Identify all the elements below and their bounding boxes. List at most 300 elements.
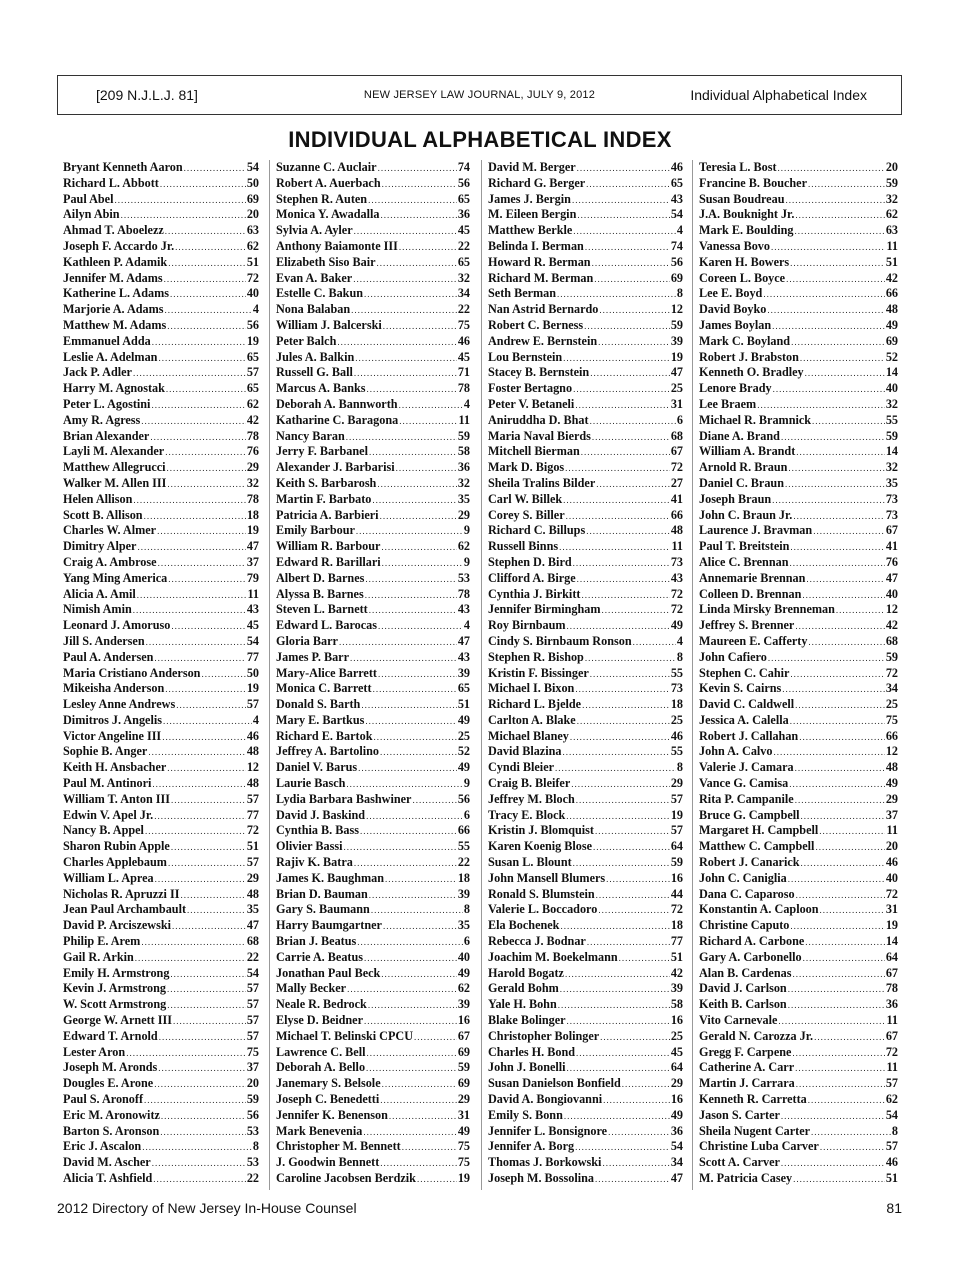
entry-page: 4	[463, 618, 470, 633]
entry-name: Eric M. Aronowitz	[63, 1107, 160, 1122]
index-entry	[276, 508, 470, 524]
entry-page: 11	[247, 586, 259, 601]
entry-name: Lester Aron	[63, 1044, 126, 1059]
entry-name: Christopher Bolinger	[488, 1028, 600, 1043]
entry-name: Charles Applebaum	[63, 855, 167, 870]
entry-name: Olivier Bassi	[276, 839, 343, 854]
dot-leader	[778, 1016, 885, 1026]
index-entry	[276, 918, 470, 934]
dot-leader	[167, 984, 246, 994]
entry-page: 45	[457, 223, 470, 238]
entry-page: 54	[885, 1107, 898, 1122]
index-entry	[488, 1155, 683, 1171]
index-entry	[699, 571, 898, 587]
dot-leader	[377, 258, 457, 268]
entry-name: David Boyko	[699, 302, 767, 317]
entry-page: 59	[246, 1092, 259, 1107]
dot-leader	[788, 1000, 885, 1010]
entry-page: 63	[246, 223, 259, 238]
dot-leader	[412, 795, 456, 805]
entry-name: Cynthia J. Birkitt	[488, 586, 581, 601]
dot-leader	[595, 1174, 670, 1184]
entry-page: 36	[457, 207, 470, 222]
dot-leader	[382, 558, 463, 568]
entry-page: 57	[670, 823, 683, 838]
index-entry	[63, 255, 259, 271]
entry-name: Edward R. Barillari	[276, 554, 381, 569]
entry-name: William A. Brandt	[699, 444, 796, 459]
dot-leader	[158, 353, 245, 363]
entry-name: Catherine A. Carr	[699, 1060, 795, 1075]
entry-name: Michael I. Bixon	[488, 681, 575, 696]
entry-page: 40	[885, 381, 898, 396]
entry-name: Albert D. Barnes	[276, 570, 365, 585]
entry-name: Carlton A. Blake	[488, 712, 576, 727]
entry-name: Seth Berman	[488, 286, 557, 301]
entry-name: Gerald Bohm	[488, 981, 559, 996]
entry-page: 65	[670, 175, 683, 190]
entry-page: 48	[885, 760, 898, 775]
index-entry	[276, 902, 470, 918]
entry-page: 44	[670, 886, 683, 901]
entry-page: 47	[670, 365, 683, 380]
entry-page: 18	[670, 697, 683, 712]
index-entry	[488, 413, 683, 429]
index-entry	[488, 1108, 683, 1124]
index-columns	[63, 160, 898, 1190]
dot-leader	[157, 526, 246, 536]
entry-name: Barton S. Aronson	[63, 1123, 160, 1138]
entry-name: Ahmad T. Aboelezz	[63, 223, 164, 238]
entry-page: 77	[246, 649, 259, 664]
dot-leader	[577, 716, 670, 726]
index-entry	[488, 271, 683, 287]
dot-leader	[782, 684, 885, 694]
entry-name: Sheila Tralins Bilder	[488, 475, 596, 490]
index-column-4	[692, 160, 898, 1190]
entry-name: Arnold R. Braun	[699, 460, 788, 475]
entry-name: Joseph M. Bossolina	[488, 1171, 594, 1185]
index-entry	[488, 192, 683, 208]
entry-name: Gerald N. Carozza Jr.	[699, 1028, 814, 1043]
entry-name: Kevin S. Cairns	[699, 681, 782, 696]
entry-page: 59	[885, 428, 898, 443]
entry-page: 47	[885, 570, 898, 585]
entry-name: Peter V. Betaneli	[488, 396, 575, 411]
index-entry	[488, 365, 683, 381]
index-entry	[63, 950, 259, 966]
entry-name: Lenore Brady	[699, 381, 772, 396]
entry-name: Leslie A. Adelman	[63, 349, 158, 364]
entry-name: Kenneth R. Carretta	[699, 1092, 807, 1107]
entry-name: James P. Barr	[276, 649, 349, 664]
index-entry	[488, 571, 683, 587]
index-entry	[276, 350, 470, 366]
index-entry	[699, 555, 898, 571]
index-entry	[488, 587, 683, 603]
index-column-3	[481, 160, 683, 1190]
index-entry	[488, 1076, 683, 1092]
index-entry	[63, 492, 259, 508]
entry-name: Charles W. Almer	[63, 523, 157, 538]
entry-name: Victor Angeline III	[63, 728, 162, 743]
entry-name: Keith H. Ansbacher	[63, 760, 167, 775]
index-entry	[276, 539, 470, 555]
index-entry	[699, 365, 898, 381]
index-entry	[63, 1060, 259, 1076]
index-entry	[699, 776, 898, 792]
entry-name: Mally Becker	[276, 981, 347, 996]
dot-leader	[152, 1158, 246, 1168]
entry-name: Richard E. Bartok	[276, 728, 373, 743]
dot-leader	[165, 305, 252, 315]
entry-page: 35	[885, 475, 898, 490]
dot-leader	[585, 242, 670, 252]
entry-page: 19	[457, 1171, 470, 1185]
dot-leader	[368, 1000, 457, 1010]
entry-name: John J. Bonelli	[488, 1060, 566, 1075]
entry-name: Neale R. Bedrock	[276, 997, 367, 1012]
index-entry	[699, 966, 898, 982]
entry-page: 56	[670, 254, 683, 269]
index-entry	[488, 1013, 683, 1029]
index-entry	[488, 681, 683, 697]
entry-name: Lou Bernstein	[488, 349, 563, 364]
entry-page: 55	[885, 412, 898, 427]
entry-name: Alan B. Cardenas	[699, 965, 792, 980]
index-entry	[699, 334, 898, 350]
entry-page: 69	[457, 1044, 470, 1059]
index-entry	[699, 508, 898, 524]
dot-leader	[168, 258, 246, 268]
entry-name: Matthew Berkle	[488, 223, 573, 238]
entry-name: Margaret H. Campbell	[699, 823, 819, 838]
entry-page: 78	[885, 981, 898, 996]
entry-page: 75	[885, 712, 898, 727]
entry-page: 11	[886, 1060, 898, 1075]
entry-name: Daniel C. Braun	[699, 475, 784, 490]
index-entry	[276, 334, 470, 350]
entry-page: 72	[670, 602, 683, 617]
entry-name: James Boylan	[699, 317, 772, 332]
entry-name: Mitchell Bierman	[488, 444, 580, 459]
entry-page: 51	[246, 839, 259, 854]
entry-name: Estelle C. Bakun	[276, 286, 364, 301]
entry-name: Stacey B. Bernstein	[488, 365, 590, 380]
entry-page: 46	[670, 160, 683, 174]
dot-leader	[355, 353, 457, 363]
dot-leader	[594, 274, 670, 284]
entry-name: Bryant Kenneth Aaron	[63, 160, 183, 174]
entry-page: 31	[885, 902, 898, 917]
entry-page: 20	[246, 207, 259, 222]
dot-leader	[792, 1048, 884, 1058]
index-entry	[276, 792, 470, 808]
dot-leader	[381, 542, 456, 552]
index-entry	[488, 744, 683, 760]
entry-name: Deborah A. Bello	[276, 1060, 366, 1075]
entry-name: William J. Balcerski	[276, 317, 382, 332]
section-name: Individual Alphabetical Index	[690, 87, 867, 103]
entry-page: 62	[885, 1092, 898, 1107]
dot-leader	[367, 384, 457, 394]
index-entry	[488, 839, 683, 855]
dot-leader	[171, 842, 246, 852]
entry-page: 57	[246, 1028, 259, 1043]
dot-leader	[768, 653, 885, 663]
index-entry	[63, 855, 259, 871]
entry-page: 46	[670, 728, 683, 743]
dot-leader	[592, 432, 670, 442]
dot-leader	[622, 1079, 670, 1089]
index-entry	[699, 318, 898, 334]
entry-page: 62	[246, 238, 259, 253]
dot-leader	[795, 700, 885, 710]
entry-page: 22	[457, 238, 470, 253]
index-entry	[276, 255, 470, 271]
index-entry	[488, 1029, 683, 1045]
index-entry	[488, 508, 683, 524]
entry-name: Jean Paul Archambault	[63, 902, 187, 917]
entry-page: 56	[457, 175, 470, 190]
entry-page: 34	[457, 286, 470, 301]
dot-leader	[555, 763, 676, 773]
dot-leader	[148, 747, 246, 757]
entry-page: 47	[246, 539, 259, 554]
index-entry	[488, 302, 683, 318]
dot-leader	[171, 795, 246, 805]
entry-page: 20	[885, 839, 898, 854]
index-entry	[276, 618, 470, 634]
dot-leader	[795, 795, 885, 805]
dot-leader	[166, 384, 246, 394]
index-entry	[276, 381, 470, 397]
entry-name: Valerie J. Camara	[699, 760, 794, 775]
entry-page: 41	[670, 491, 683, 506]
entry-page: 78	[457, 381, 470, 396]
entry-name: Mark D. Bigos	[488, 460, 565, 475]
dot-leader	[778, 163, 885, 173]
dot-leader	[793, 511, 884, 521]
entry-page: 25	[670, 712, 683, 727]
entry-name: John C. Caniglia	[699, 870, 787, 885]
index-entry	[63, 192, 259, 208]
entry-page: 20	[246, 1076, 259, 1091]
entry-page: 42	[885, 618, 898, 633]
index-entry	[63, 1029, 259, 1045]
entry-page: 72	[246, 823, 259, 838]
entry-name: Sharon Rubin Apple	[63, 839, 170, 854]
entry-page: 35	[246, 902, 259, 917]
entry-page: 39	[670, 333, 683, 348]
entry-page: 45	[457, 349, 470, 364]
dot-leader	[795, 763, 885, 773]
dot-leader	[381, 210, 457, 220]
entry-page: 58	[670, 997, 683, 1012]
entry-page: 67	[885, 965, 898, 980]
dot-leader	[168, 858, 246, 868]
dot-leader	[577, 574, 670, 584]
entry-page: 74	[670, 238, 683, 253]
index-entry	[63, 302, 259, 318]
entry-page: 14	[885, 934, 898, 949]
dot-leader	[154, 653, 245, 663]
index-entry	[63, 1076, 259, 1092]
dot-leader	[595, 826, 670, 836]
entry-page: 31	[457, 1107, 470, 1122]
entry-name: Mark C. Boyland	[699, 333, 791, 348]
index-entry	[699, 1124, 898, 1140]
entry-page: 46	[885, 1155, 898, 1170]
index-entry	[63, 634, 259, 650]
entry-name: Nona Balaban	[276, 302, 351, 317]
entry-name: Stephen C. Cahir	[699, 665, 790, 680]
dot-leader	[582, 700, 670, 710]
entry-page: 58	[457, 444, 470, 459]
index-entry	[276, 476, 470, 492]
dot-leader	[172, 921, 246, 931]
entry-page: 14	[885, 365, 898, 380]
entry-name: Martin J. Carrara	[699, 1076, 795, 1091]
entry-page: 57	[246, 855, 259, 870]
entry-page: 49	[670, 1107, 683, 1122]
index-entry	[276, 602, 470, 618]
entry-name: Jack P. Adler	[63, 365, 132, 380]
entry-name: Paul A. Andersen	[63, 649, 154, 664]
index-entry	[699, 618, 898, 634]
entry-name: Vito Carnevale	[699, 1013, 778, 1028]
entry-page: 45	[670, 1044, 683, 1059]
index-entry	[63, 823, 259, 839]
entry-name: David P. Arciszewski	[63, 918, 172, 933]
entry-page: 73	[670, 554, 683, 569]
entry-name: Kathleen P. Adamik	[63, 254, 168, 269]
entry-page: 16	[670, 870, 683, 885]
entry-name: Yang Ming America	[63, 570, 168, 585]
dot-leader	[790, 258, 885, 268]
entry-name: Patricia A. Barbieri	[276, 507, 379, 522]
entry-page: 32	[246, 475, 259, 490]
dot-leader	[158, 558, 246, 568]
dot-leader	[563, 353, 670, 363]
index-entry	[699, 1108, 898, 1124]
entry-name: Donald S. Barth	[276, 697, 361, 712]
index-entry	[699, 823, 898, 839]
entry-page: 73	[670, 681, 683, 696]
entry-name: Mary-Alice Barrett	[276, 665, 377, 680]
entry-page: 27	[670, 475, 683, 490]
entry-page: 57	[670, 791, 683, 806]
index-entry	[276, 871, 470, 887]
entry-page: 37	[885, 807, 898, 822]
entry-name: Mark E. Boulding	[699, 223, 794, 238]
dot-leader	[357, 937, 463, 947]
index-entry	[699, 1060, 898, 1076]
index-entry	[699, 492, 898, 508]
index-entry	[276, 413, 470, 429]
dot-leader	[369, 890, 457, 900]
index-entry	[63, 666, 259, 682]
index-entry	[488, 855, 683, 871]
dot-leader	[586, 526, 670, 536]
entry-page: 12	[885, 602, 898, 617]
index-entry	[699, 286, 898, 302]
entry-name: Sophie B. Anger	[63, 744, 148, 759]
dot-leader	[581, 590, 669, 600]
index-entry	[276, 697, 470, 713]
dot-leader	[808, 637, 884, 647]
dot-leader	[176, 700, 246, 710]
dot-leader	[567, 1016, 670, 1026]
dot-leader	[151, 400, 245, 410]
entry-name: Jennifer M. Adams	[63, 270, 163, 285]
index-entry	[488, 460, 683, 476]
entry-name: Harold Bogatz	[488, 965, 564, 980]
index-entry	[699, 902, 898, 918]
index-entry	[276, 1124, 470, 1140]
entry-name: Colleen D. Brennan	[699, 586, 802, 601]
entry-page: 65	[246, 381, 259, 396]
entry-name: Harry Baumgartner	[276, 918, 382, 933]
entry-page: 12	[885, 744, 898, 759]
entry-name: Kenneth O. Bradley	[699, 365, 804, 380]
entry-page: 47	[670, 1171, 683, 1185]
dot-leader	[173, 1016, 246, 1026]
dot-leader	[814, 1032, 885, 1042]
entry-page: 36	[885, 997, 898, 1012]
entry-name: Christine Caputo	[699, 918, 790, 933]
entry-page: 57	[246, 697, 259, 712]
dot-leader	[572, 195, 670, 205]
index-entry	[488, 713, 683, 729]
index-entry	[488, 918, 683, 934]
entry-name: Cindy S. Birnbaum Ronson	[488, 633, 632, 648]
entry-name: Rajiv K. Batra	[276, 855, 353, 870]
entry-page: 74	[457, 160, 470, 174]
index-entry	[699, 997, 898, 1013]
entry-name: Sheila Nugent Carter	[699, 1123, 811, 1138]
entry-name: Joachim M. Boekelmann	[488, 949, 618, 964]
dot-leader	[771, 242, 885, 252]
entry-page: 63	[885, 223, 898, 238]
entry-name: Jules A. Balkin	[276, 349, 355, 364]
entry-page: 51	[885, 1171, 898, 1185]
dot-leader	[599, 305, 669, 315]
entry-name: Paul T. Breitstein	[699, 539, 790, 554]
entry-page: 40	[246, 286, 259, 301]
dot-leader	[170, 289, 246, 299]
index-entry	[63, 1092, 259, 1108]
index-entry	[699, 1045, 898, 1061]
entry-name: Brian D. Bauman	[276, 886, 368, 901]
entry-name: David J. Carlson	[699, 981, 787, 996]
entry-page: 75	[246, 1044, 259, 1059]
entry-page: 68	[885, 633, 898, 648]
dot-leader	[598, 337, 670, 347]
index-entry	[63, 508, 259, 524]
entry-page: 69	[246, 191, 259, 206]
entry-name: Tracy E. Block	[488, 807, 566, 822]
dot-leader	[592, 258, 670, 268]
entry-page: 12	[246, 760, 259, 775]
entry-page: 34	[670, 1155, 683, 1170]
entry-page: 54	[246, 160, 259, 174]
dot-leader	[371, 905, 463, 915]
dot-leader	[772, 321, 885, 331]
entry-page: 41	[885, 539, 898, 554]
dot-leader	[593, 842, 670, 852]
entry-name: Francine B. Boucher	[699, 175, 807, 190]
